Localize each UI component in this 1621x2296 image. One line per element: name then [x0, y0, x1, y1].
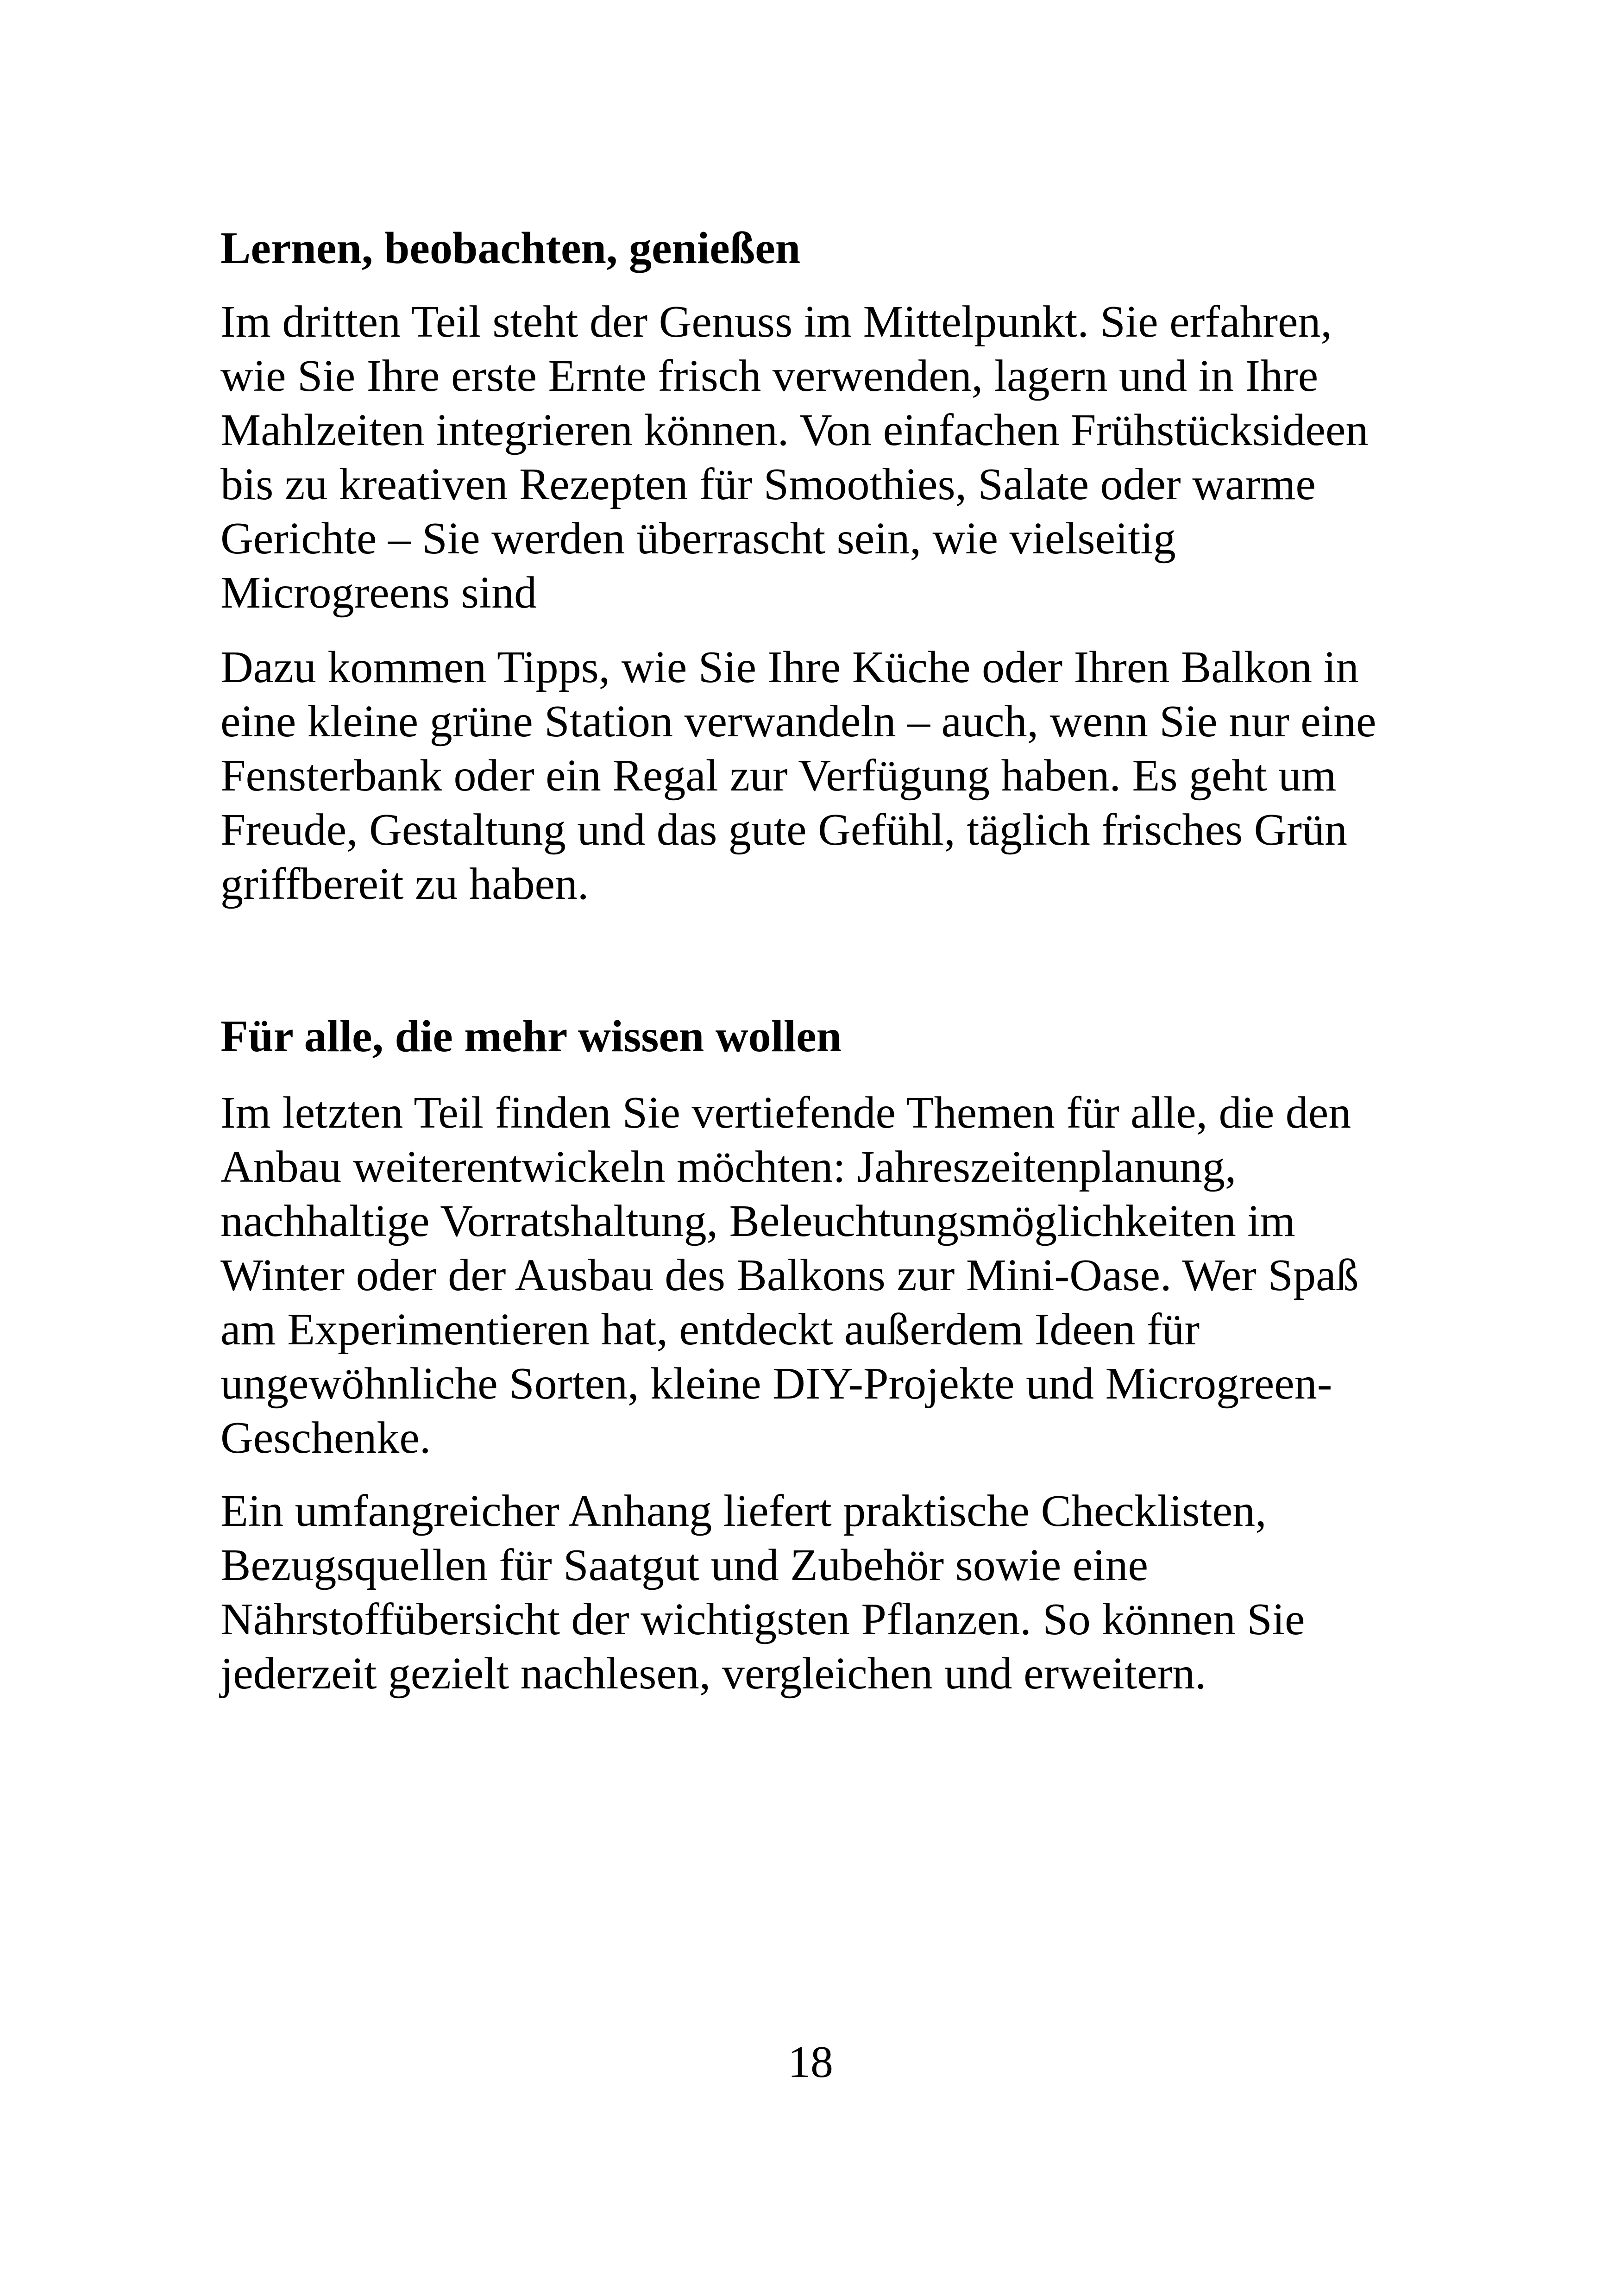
paragraph — [220, 1086, 1425, 1465]
text-line: Anbau weiterentwickeln möchten: Jahreszeitenplanung, — [220, 1142, 1237, 1192]
page-number: 18 — [788, 2037, 833, 2087]
text-line: nachhaltige Vorratshaltung, Beleuchtungsmöglichkeiten im — [220, 1196, 1295, 1246]
text-line: Microgreens sind — [220, 568, 537, 618]
text-line: Dazu kommen Tipps, wie Sie Ihre Küche oder Ihren Balkon in — [220, 642, 1359, 692]
text-line: Nährstoffübersicht der wichtigsten Pflanzen. So können Sie — [220, 1594, 1305, 1644]
section-heading-enjoy: Lernen, beobachten, genießen — [220, 223, 801, 273]
text-line: Bezugsquellen für Saatgut und Zubehör sowie eine — [220, 1540, 1149, 1590]
text-line: am Experimentieren hat, entdeckt außerdem Ideen für — [220, 1305, 1200, 1355]
text-line: Im dritten Teil steht der Genuss im Mittelpunkt. Sie erfahren, — [220, 297, 1332, 347]
text-line: Mahlzeiten integrieren können. Von einfachen Frühstücksideen — [220, 405, 1369, 455]
text-line: Gerichte – Sie werden überrascht sein, wie vielseitig — [220, 514, 1176, 564]
text-line: eine kleine grüne Station verwandeln – auch, wenn Sie nur eine — [220, 696, 1376, 747]
text-line: wie Sie Ihre erste Ernte frisch verwenden, lagern und in Ihre — [220, 351, 1319, 401]
paragraph — [220, 295, 1425, 620]
paragraph — [220, 1484, 1425, 1701]
text-line: Fensterbank oder ein Regal zur Verfügung haben. Es geht um — [220, 751, 1337, 801]
paragraph — [220, 640, 1425, 911]
text-line: Winter oder der Ausbau des Balkons zur Mini-Oase. Wer Spaß — [220, 1250, 1359, 1300]
text-line: Freude, Gestaltung und das gute Gefühl, täglich frisches Grün — [220, 805, 1348, 855]
text-line: bis zu kreativen Rezepten für Smoothies, Salate oder warme — [220, 459, 1316, 509]
text-line: ungewöhnliche Sorten, kleine DIY-Projekte und Microgreen- — [220, 1359, 1332, 1409]
section-heading-more-knowledge: Für alle, die mehr wissen wollen — [220, 1011, 842, 1061]
text-line: jederzeit gezielt nachlesen, vergleichen und erweitern. — [220, 1649, 1206, 1699]
text-line: Ein umfangreicher Anhang liefert praktische Checklisten, — [220, 1486, 1267, 1536]
text-line: Im letzten Teil finden Sie vertiefende Themen für alle, die den — [220, 1088, 1351, 1138]
text-line: Geschenke. — [220, 1413, 431, 1463]
text-line: griffbereit zu haben. — [220, 859, 589, 909]
